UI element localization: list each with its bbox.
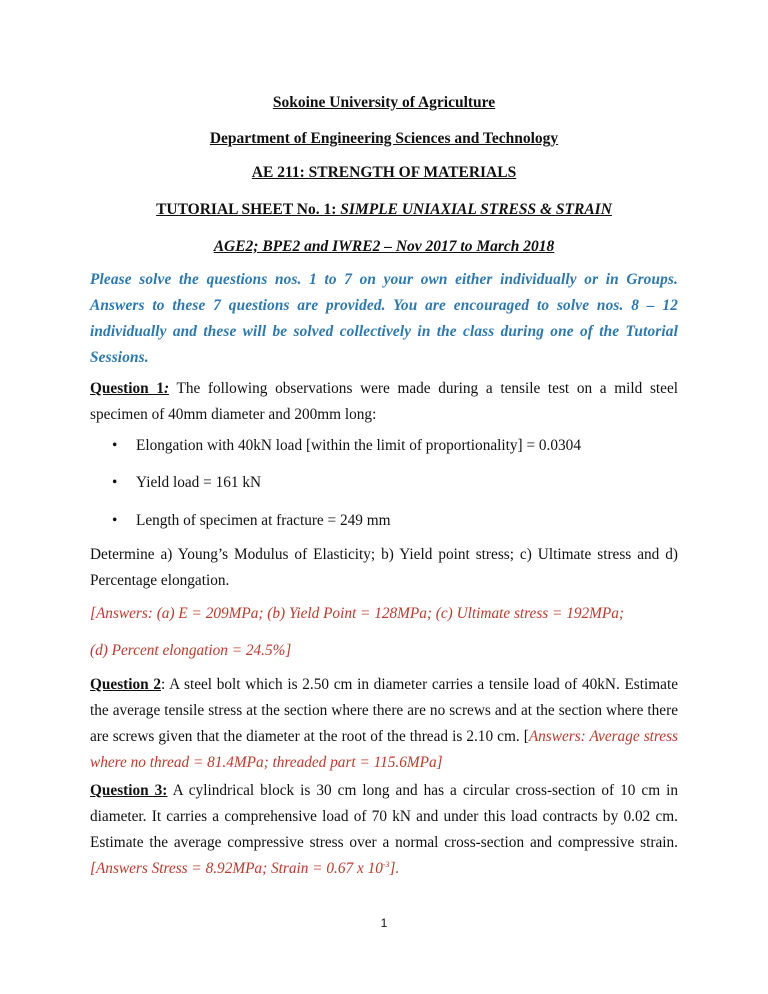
q1-bullet-3-text: Length of specimen at fracture = 249 mm bbox=[136, 512, 391, 529]
q1-answer-line-2: (d) Percent elongation = 24.5%] bbox=[90, 642, 292, 659]
question-2 bbox=[90, 672, 678, 776]
question-3 bbox=[90, 778, 678, 882]
q1-task: Determine a) Young’s Modulus of Elasticity; b) Yield point stress; c) Ultimate stress and d) Percentage elongation. bbox=[90, 546, 678, 589]
sheet-title-prefix: TUTORIAL SHEET No. 1: bbox=[156, 201, 341, 218]
q1-answer-line-1: [Answers: (a) E = 209MPa; (b) Yield Point = 128MPa; (c) Ultimate stress = 192MPa; bbox=[90, 605, 624, 622]
bullet-icon: • bbox=[112, 437, 118, 454]
question-3-text: A cylindrical block is 30 cm long and has a circular cross-section of 10 cm in diameter. It carries a comprehensive load of 70 kN and under this load contracts by 0.02 cm. Estimate the average compressive stress over a normal cross-section and compressive strain. bbox=[90, 782, 679, 851]
course-title: AE 211: STRENGTH OF MATERIALS bbox=[251, 164, 517, 181]
q1-bullet-2 bbox=[112, 470, 261, 496]
question-3-answer-exponent: -3 bbox=[382, 859, 390, 869]
bullet-icon: • bbox=[112, 512, 118, 529]
question-2-answer: Answers: Average stress where no thread = 81.4MPa; threaded part = 115.6MPa] bbox=[90, 728, 678, 771]
q1-bullet-3 bbox=[112, 508, 391, 534]
intro-instructions: Please solve the questions nos. 1 to 7 on your own either individually or in Groups. Answers to these 7 questions are provided. You are encouraged to solve nos. 8 – 12 individually and these will be solved collectively in the class during one of the Tutorial Sessions. bbox=[90, 271, 678, 366]
page-number: 1 bbox=[380, 916, 388, 930]
bullet-icon: • bbox=[112, 474, 118, 491]
university-title: Sokoine University of Agriculture bbox=[272, 94, 496, 111]
question-1-label: Question 1 bbox=[90, 380, 164, 397]
question-3-answer-end: ]. bbox=[389, 860, 400, 877]
cohort-line bbox=[0, 238, 768, 256]
cohort-text: AGE2; BPE2 and IWRE2 – Nov 2017 to March 2018 bbox=[213, 238, 555, 255]
question-3-answer-main: [Answers Stress = 8.92MPa; Strain = 0.67 x 10 bbox=[90, 860, 383, 877]
question-3-answer bbox=[90, 860, 399, 877]
question-3-label: Question 3: bbox=[90, 782, 168, 799]
question-1-colon: : bbox=[163, 380, 170, 397]
department-title: Department of Engineering Sciences and Technology bbox=[209, 130, 559, 147]
question-1 bbox=[90, 376, 678, 428]
q1-bullet-1 bbox=[112, 433, 581, 459]
sheet-title bbox=[0, 201, 768, 219]
question-2-label: Question 2 bbox=[90, 676, 161, 693]
question-2-text: : A steel bolt which is 2.50 cm in diameter carries a tensile load of 40kN. Estimate the average tensile stress at the section where there are no screws and at the section where there are screws given that the diameter at the root of the thread is 2.10 cm. [ bbox=[90, 676, 678, 745]
q1-bullet-1-text: Elongation with 40kN load [within the limit of proportionality] = 0.0304 bbox=[136, 437, 581, 454]
q1-bullet-2-text: Yield load = 161 kN bbox=[136, 474, 262, 491]
question-1-text: The following observations were made during a tensile test on a mild steel specimen of 40mm diameter and 200mm long: bbox=[90, 380, 678, 423]
sheet-title-topic: SIMPLE UNIAXIAL STRESS & STRAIN bbox=[340, 201, 612, 218]
